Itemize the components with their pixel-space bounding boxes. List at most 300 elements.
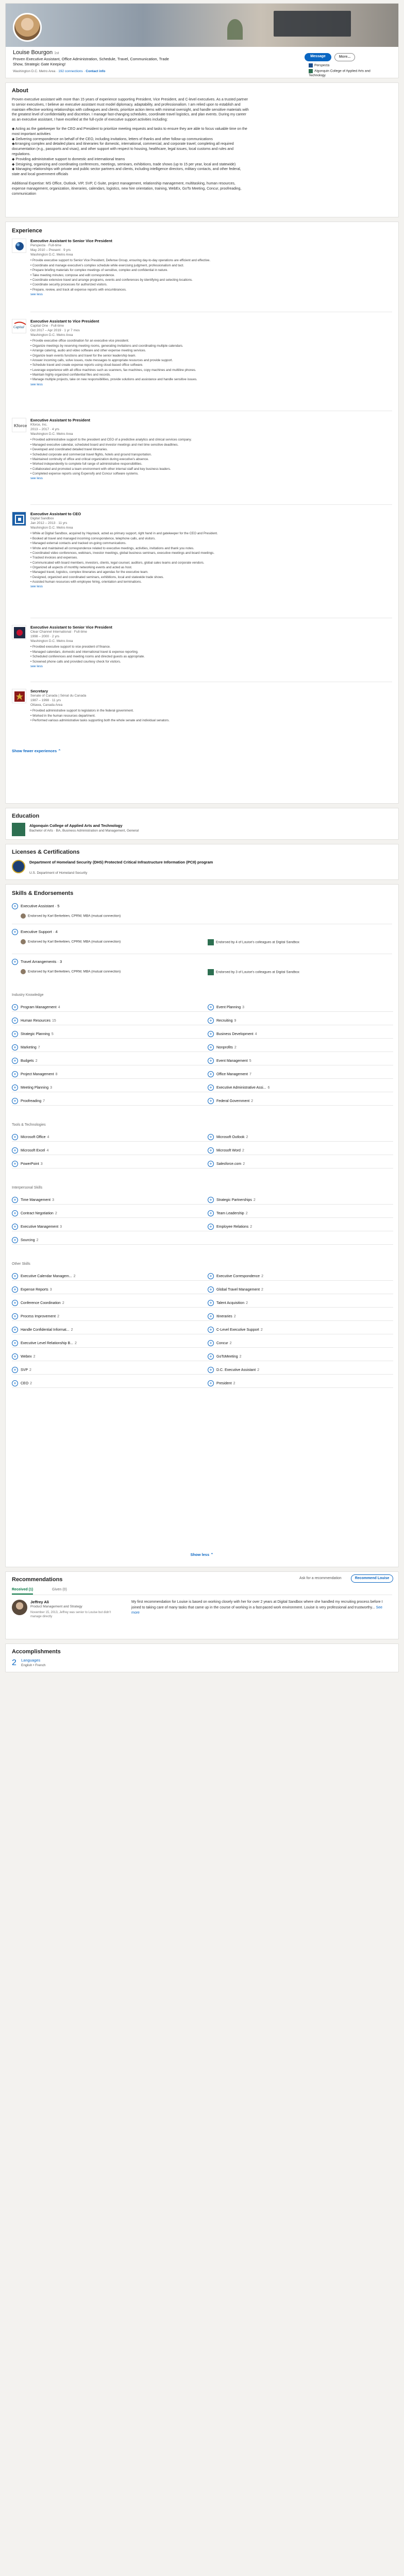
endorse-plus-icon[interactable]: + — [12, 1224, 18, 1230]
endorse-plus-icon[interactable]: + — [12, 1147, 18, 1154]
skill-name[interactable]: SVP — [21, 1368, 28, 1372]
chevron-up-icon: ⌃ — [210, 1552, 214, 1557]
skill-name[interactable]: CEO — [21, 1381, 29, 1385]
skill-name[interactable]: Marketing — [21, 1045, 37, 1049]
job-title[interactable]: Executive Assistant to CEO — [30, 512, 81, 516]
company-logo-kforce[interactable] — [12, 418, 26, 432]
endorsement-count[interactable]: 3 — [49, 1287, 52, 1292]
recommender-name[interactable]: Jeffrey Ali — [30, 1600, 49, 1604]
skill-name[interactable]: Process Improvement — [21, 1314, 56, 1318]
top-skill: + Executive Assistant · 5 Endorsed by Karl Berkebien, CPRW, MBA (mutual connection) — [12, 903, 393, 919]
top-skill: + Travel Arrangements · 3 Endorsed by Karl Berkebien, CPRW, MBA (mutual connection) Endorsed by 3 of Louise's colleagues at Digital Sandbox — [12, 959, 393, 974]
skill-name[interactable]: Salesforce.com — [216, 1162, 242, 1166]
skill-item — [208, 1004, 244, 1010]
skill-item — [208, 1071, 251, 1077]
connections-link[interactable]: 192 connections — [58, 70, 83, 73]
endorsement-count[interactable]: 3 — [50, 1086, 52, 1090]
skills-section — [5, 884, 399, 1567]
job-title[interactable]: Executive Assistant to Senior Vice President — [30, 239, 112, 243]
endorsement-count[interactable]: 2 — [243, 1162, 245, 1166]
job-description: • Provide executive support to Senior Vice President, Defense Group, ensuring day-to-day operations are efficient and effective. • Coordinate and manage executive's complex schedule while exercising judgment, professionalism and tact. • Prepare briefing materials for complex meetings of sensitive, complex and confidential in nature. • Take meeting minutes; compose and edit correspondence. • Coordinate extensive travel and arrange programs, events and conferences by identifying and selecting locations. • Coordinate security processes for authorized visitors. • Prepare, review, and track all expense reports with encumbrances. — [30, 259, 211, 292]
endorse-plus-icon[interactable]: + — [12, 959, 18, 965]
skill-item — [12, 1134, 49, 1140]
recommend-button[interactable]: Recommend Louise — [351, 1574, 393, 1583]
job-dates: May 2010 – Present · 9 yrs — [30, 248, 71, 252]
skill-name[interactable]: Handle Confidential Informat... — [21, 1328, 70, 1332]
endorsement-count[interactable]: 4 — [47, 1135, 49, 1139]
endorsement-count[interactable]: 2 — [250, 1225, 252, 1229]
endorsement-count[interactable]: 9 — [234, 1019, 237, 1023]
accomplishment-count: 2 — [12, 1658, 16, 1667]
skill-item — [208, 1058, 251, 1064]
job-title[interactable]: Executive Assistant to Senior Vice President — [30, 625, 112, 630]
skill-name[interactable]: Executive Calendar Managem... — [21, 1274, 72, 1278]
endorsed-by: Endorsed by Karl Berkebien, CPRW, MBA (mutual connection) — [28, 940, 121, 944]
endorse-plus-icon[interactable]: + — [208, 1084, 214, 1091]
skill-name[interactable]: Itineraries — [216, 1314, 232, 1318]
endorsement-count[interactable]: 2 — [30, 1381, 32, 1385]
endorse-plus-icon[interactable]: + — [208, 1147, 214, 1154]
skill-name[interactable]: Executive Administrative Assi... — [216, 1086, 266, 1090]
school-name[interactable]: Algonquin College of Applied Arts and Technology — [29, 823, 123, 828]
skill-item — [12, 1197, 54, 1203]
chevron-up-icon: ⌃ — [58, 749, 61, 753]
endorse-plus-icon[interactable]: + — [12, 1098, 18, 1104]
company-name: Capital One · Full-time — [30, 324, 64, 328]
dhs-seal-icon — [12, 860, 25, 873]
endorse-plus-icon[interactable]: + — [12, 1031, 18, 1037]
skill-name[interactable]: Executive Management — [21, 1225, 59, 1229]
skill-name[interactable]: Microsoft Word — [216, 1148, 241, 1153]
skill-name[interactable]: PowerPoint — [21, 1162, 39, 1166]
endorsement-count[interactable]: 2 — [261, 1274, 263, 1278]
skill-item — [208, 1286, 263, 1293]
job-description: • Provided administrative support to the president and CEO of a predictive analytics and clinical services company. • Managed executive calendar, scheduled board and investor meetings and met time sensitive deadlines. • Developed and coordinated detailed travel itineraries. • Scheduled corporate and commercial travel flights, hotels and ground transportation. • Maintained continuity of office and critical organization during executive's absence. • Worked independently to complete full range of administrative responsibilities. • Collaborated and promoted a team environment with other internal staff and key business leaders. • Completed expense reports using Expensify and Concur software systems. — [30, 438, 192, 476]
skill-item — [12, 1237, 39, 1243]
skill-item — [12, 1313, 59, 1319]
about-paragraph: ◆ Acting as the gatekeeper for the CEO and President to prioritize meeting requests and tasks to ensure they are able to focus valuable time on the most important activities — [12, 127, 247, 136]
endorsement-count[interactable]: 3 — [60, 1225, 62, 1229]
endorse-plus-icon[interactable]: + — [208, 1327, 214, 1333]
skill-name[interactable]: Proofreading — [21, 1099, 42, 1103]
endorse-plus-icon[interactable]: + — [12, 1084, 18, 1091]
skill-category-title: Other Skills — [12, 1262, 30, 1266]
skill-item — [208, 1134, 248, 1140]
endorse-plus-icon[interactable]: + — [12, 1004, 18, 1010]
skill-name[interactable]: Webex — [21, 1354, 32, 1359]
skill-item — [208, 1018, 236, 1024]
endorsement-count[interactable]: 3 — [242, 1005, 244, 1009]
skill-name[interactable]: Executive Correspondence — [216, 1274, 260, 1278]
endorse-plus-icon[interactable]: + — [12, 903, 18, 909]
endorse-plus-icon[interactable]: + — [12, 1044, 18, 1050]
company-logo-clear-channel[interactable] — [12, 625, 26, 639]
endorse-plus-icon[interactable]: + — [208, 1367, 214, 1373]
see-less-link[interactable]: see less — [30, 664, 43, 668]
skill-name[interactable]: D.C. Executive Assistant — [216, 1368, 256, 1372]
endorsed-by: Endorsed by Karl Berkebien, CPRW, MBA (mutual connection) — [28, 970, 121, 974]
endorse-plus-icon[interactable]: + — [12, 1286, 18, 1293]
skill-name[interactable]: Travel Arrangements — [21, 959, 57, 964]
endorse-plus-icon[interactable]: + — [12, 1210, 18, 1216]
company-name: Perspecta · Full-time — [30, 244, 61, 248]
endorse-plus-icon[interactable]: + — [208, 1273, 214, 1279]
skill-category-title: Tools & Technologies — [12, 1123, 46, 1127]
recommendation-meta: November 15, 2013, Jeffrey was senior to Louise but didn't manage directly — [30, 1611, 111, 1618]
endorsement-count[interactable]: 2 — [35, 1059, 38, 1063]
endorse-plus-icon[interactable]: + — [208, 1031, 214, 1037]
show-less-skills-button[interactable]: Show less ⌃ — [190, 1552, 214, 1557]
endorsement-count[interactable]: 2 — [239, 1354, 242, 1359]
more-button[interactable]: More... — [334, 53, 355, 61]
endorse-plus-icon[interactable]: + — [208, 1044, 214, 1050]
skill-item — [12, 1353, 36, 1360]
skill-name[interactable]: Microsoft Excel — [21, 1148, 45, 1153]
skill-item — [208, 1031, 257, 1037]
svg-text:Kforce: Kforce — [14, 423, 27, 428]
skill-name[interactable]: Strategic Planning — [21, 1032, 50, 1036]
see-more-link[interactable]: See more — [131, 1605, 383, 1615]
colleague-endorsements: Endorsed by 4 of Louise's colleagues at Digital Sandbox — [216, 940, 300, 944]
endorsement-count[interactable]: 2 — [55, 1211, 57, 1215]
endorsement-count[interactable]: 2 — [234, 1045, 237, 1049]
skill-name[interactable]: GoToMeeting — [216, 1354, 238, 1359]
experience-title: Experience — [12, 228, 42, 234]
profile-location-line: Washington D.C. Metro Area · 192 connections · Contact info — [13, 70, 106, 73]
skill-name[interactable]: Employee Relations — [216, 1225, 249, 1229]
skill-item — [208, 1367, 259, 1373]
endorse-plus-icon[interactable]: + — [12, 1237, 18, 1243]
company-logo-capital-one[interactable] — [12, 319, 26, 333]
skill-item — [12, 1098, 45, 1104]
endorsement-count[interactable]: 4 — [58, 1005, 60, 1009]
endorsement-count[interactable]: 8 — [55, 1072, 58, 1076]
skill-name[interactable]: Executive Level Relationship B... — [21, 1341, 73, 1345]
skill-item — [12, 1286, 52, 1293]
skill-name[interactable]: Time Management — [21, 1198, 51, 1202]
job-title[interactable]: Executive Assistant to President — [30, 418, 91, 422]
endorsement-count[interactable]: 2 — [57, 1314, 59, 1318]
accomplishments-section — [5, 1643, 399, 1672]
endorsement-count[interactable]: 2 — [33, 1354, 36, 1359]
tab-received[interactable]: Received (1) — [12, 1587, 33, 1595]
skill-item — [208, 1300, 248, 1306]
about-paragraph: ◆ Designing, organizing and coordinating conferences, meetings, seminars, exhibitions, trade shows (up to 15 per year, local and statewide) — [12, 162, 236, 166]
endorsement-count[interactable]: 7 — [38, 1045, 40, 1049]
endorse-plus-icon[interactable]: + — [12, 1197, 18, 1203]
skill-item — [12, 1327, 73, 1333]
skill-item — [12, 1340, 77, 1346]
skill-name[interactable]: Executive Assistant — [21, 903, 54, 908]
skill-item — [12, 1031, 54, 1037]
company-name: Senate of Canada | Sénat du Canada — [30, 694, 87, 698]
divider — [30, 504, 392, 505]
endorsement-count[interactable]: 2 — [260, 1328, 263, 1332]
endorse-plus-icon[interactable]: + — [208, 1018, 214, 1024]
endorsement-count[interactable]: 2 — [73, 1274, 76, 1278]
endorse-plus-icon[interactable]: + — [12, 1018, 18, 1024]
endorsement-count[interactable]: 5 — [51, 1032, 54, 1036]
skill-name[interactable]: Global Travel Management — [216, 1287, 260, 1292]
job-dates: Jan 2012 – 2013 · 11 yrs — [30, 521, 68, 525]
skills-title: Skills & Endorsements — [12, 890, 74, 896]
skill-name[interactable]: Business Development — [216, 1032, 254, 1036]
license-issuer: U.S. Department of Homeland Security — [29, 871, 88, 875]
skill-name[interactable]: Budgets — [21, 1059, 34, 1063]
endorse-plus-icon[interactable]: + — [208, 1058, 214, 1064]
endorse-plus-icon[interactable]: + — [12, 1380, 18, 1386]
recommender-avatar[interactable] — [12, 1600, 27, 1615]
connection-degree: 1st — [54, 52, 59, 55]
skill-name[interactable]: Microsoft Office — [21, 1135, 46, 1139]
endorse-plus-icon[interactable]: + — [12, 1353, 18, 1360]
endorsement-count[interactable]: 4 — [55, 929, 58, 934]
tab-given[interactable]: Given (0) — [52, 1588, 67, 1591]
skill-item — [12, 1380, 32, 1386]
endorser-avatar[interactable] — [21, 969, 26, 974]
svg-text:Capital: Capital — [13, 325, 25, 329]
endorser-avatar[interactable] — [21, 939, 26, 944]
endorsement-count[interactable]: 2 — [245, 1211, 248, 1215]
skill-item — [12, 1161, 43, 1167]
endorse-plus-icon[interactable]: + — [208, 1224, 214, 1230]
endorse-plus-icon[interactable]: + — [208, 1004, 214, 1010]
endorse-plus-icon[interactable]: + — [208, 1353, 214, 1360]
skill-name[interactable]: C-Level Executive Support — [216, 1328, 259, 1332]
skill-name[interactable]: Human Resources — [21, 1019, 50, 1023]
licenses-title: Licenses & Certifications — [12, 849, 80, 855]
endorse-plus-icon[interactable]: + — [208, 1098, 214, 1104]
skill-name[interactable]: Sourcing — [21, 1238, 35, 1242]
endorse-plus-icon[interactable]: + — [12, 1313, 18, 1319]
endorse-plus-icon[interactable]: + — [12, 1327, 18, 1333]
skill-item — [12, 1071, 58, 1077]
skill-item — [208, 1224, 252, 1230]
endorse-plus-icon[interactable]: + — [12, 929, 18, 935]
endorsement-count[interactable]: 2 — [253, 1198, 256, 1202]
endorse-plus-icon[interactable]: + — [12, 1367, 18, 1373]
skill-item — [12, 1224, 62, 1230]
current-company[interactable]: Perspecta — [309, 63, 329, 68]
job-description: • Provide executive office coordination for an executive vice president. • Organize meetings by reserving meeting rooms, generating invitations and coordinating multiple calendars. • Arrange catering, audio and video software and other expense meeting services. • Organize team events functions and travel for the senior leadership team. • Answer incoming calls, solve issues, route messages to appropriate resources and provide support. • Schedule travel and create expense reports using cloud-based office software. • Leverage experience with all office machines such as scanners, fax machines, copy machines and multiline phones. • Maintain highly organized confidential files and records. • Manage multiple projects, take on new responsibilities, provide solutions and assistance and handle sensitive issues. — [30, 339, 197, 382]
skill-name[interactable]: Nonprofits — [216, 1045, 233, 1049]
job-title[interactable]: Executive Assistant to Vice President — [30, 319, 99, 324]
recommender-title: Product Management and Strategy — [30, 1605, 82, 1609]
skill-name[interactable]: Meeting Planning — [21, 1086, 49, 1090]
avatar[interactable] — [13, 13, 42, 42]
skill-item — [12, 1210, 57, 1216]
skill-item — [208, 1353, 242, 1360]
job-location: Washington D.C. Metro Area — [30, 333, 73, 337]
endorsement-count[interactable]: 4 — [46, 1148, 49, 1153]
endorse-plus-icon[interactable]: + — [12, 1300, 18, 1306]
endorsement-count[interactable]: 7 — [249, 1072, 251, 1076]
company-logo-senate-canada[interactable] — [12, 689, 26, 703]
skill-item — [208, 1098, 253, 1104]
skill-name[interactable]: Executive Support — [21, 929, 52, 934]
message-button[interactable]: Message — [305, 53, 331, 61]
endorsement-count[interactable]: 2 — [251, 1099, 254, 1103]
degree: Bachelor of Arts · BA, Business Administration and Management, General — [29, 829, 139, 833]
endorsement-count[interactable]: 3 — [60, 959, 62, 964]
about-paragraph: ◆ Providing administrative support to domestic and international teams — [12, 157, 125, 161]
skill-name[interactable]: Conference Coordination — [21, 1301, 61, 1305]
skill-name[interactable]: Concur — [216, 1341, 228, 1345]
skill-name[interactable]: Contract Negotiation — [21, 1211, 54, 1215]
endorsement-count[interactable]: 5 — [57, 903, 60, 908]
recommendation-text: My first recommendation for Louise is based on working closely with her for over 2 years at Digital Sandbox where she handled my recruiting process before I joined to taking care of many tasks that came up in the course of working in a fast-paced work environment. Louise is very professional and trustworthy... See more — [131, 1600, 383, 1615]
endorsement-count[interactable]: 2 — [246, 1135, 248, 1139]
skill-name[interactable]: Event Planning — [216, 1005, 241, 1009]
endorse-plus-icon[interactable]: + — [208, 1134, 214, 1140]
endorsed-by: Endorsed by Karl Berkebien, CPRW, MBA (mutual connection) — [28, 914, 121, 918]
job-dates: 1998 – 2000 · 2 yrs — [30, 634, 60, 638]
education-title: Education — [12, 813, 40, 819]
endorsement-count[interactable]: 3 — [40, 1162, 43, 1166]
job-location: Ottawa, Canada Area — [30, 703, 63, 707]
endorsement-count[interactable]: 2 — [71, 1328, 73, 1332]
job-description: • Provided executive support to vice president of finance. • Managed calendars, domestic and international travel & expense reporting. • Scheduled conferences and meeting rooms and directed guests as appropriate. • Screened phone calls and provided courtesy check for visitors. — [30, 645, 145, 664]
skill-category-title: Industry Knowledge — [12, 993, 44, 997]
see-less-link[interactable]: see less — [30, 477, 43, 481]
skill-name[interactable]: Microsoft Outlook — [216, 1135, 245, 1139]
company-name: Digital Sandbox — [30, 517, 54, 521]
contact-info-link[interactable]: Contact info — [86, 70, 106, 73]
experience-section — [5, 222, 399, 804]
location: Washington D.C. Metro Area — [13, 70, 56, 73]
endorse-plus-icon[interactable]: + — [208, 1380, 214, 1386]
endorse-plus-icon[interactable]: + — [12, 1161, 18, 1167]
accomplishments-title: Accomplishments — [12, 1649, 61, 1655]
show-fewer-experiences-button[interactable]: Show fewer experiences ⌃ — [12, 749, 61, 753]
endorse-plus-icon[interactable]: + — [208, 1313, 214, 1319]
endorse-plus-icon[interactable]: + — [12, 1134, 18, 1140]
skill-item — [208, 1313, 236, 1319]
skill-item — [208, 1147, 244, 1154]
endorsement-count[interactable]: 2 — [242, 1148, 244, 1153]
see-less-link[interactable]: see less — [30, 292, 43, 296]
endorsement-count[interactable]: 2 — [257, 1368, 260, 1372]
see-less-link[interactable]: see less — [30, 585, 43, 589]
skill-name[interactable]: President — [216, 1381, 232, 1385]
skill-item — [208, 1044, 237, 1050]
skill-name[interactable]: Event Management — [216, 1059, 248, 1063]
company-logo-digital-sandbox[interactable] — [12, 512, 26, 526]
job-location: Washington D.C. Metro Area — [30, 639, 73, 643]
endorse-plus-icon[interactable]: + — [12, 1058, 18, 1064]
perspecta-logo — [309, 63, 313, 67]
endorsement-count[interactable]: 2 — [62, 1301, 64, 1305]
skill-item — [12, 1018, 56, 1024]
skill-item — [12, 1367, 31, 1373]
languages-value: English • French — [21, 1664, 46, 1667]
skill-name[interactable]: Talent Acquisition — [216, 1301, 245, 1305]
endorse-plus-icon[interactable]: + — [208, 1210, 214, 1216]
endorse-plus-icon[interactable]: + — [12, 1340, 18, 1346]
job-title[interactable]: Secretary — [30, 689, 48, 693]
skill-name[interactable]: Project Management — [21, 1072, 54, 1076]
about-text — [12, 97, 249, 196]
skill-name[interactable]: Recruiting — [216, 1019, 233, 1023]
endorsement-count[interactable]: 15 — [52, 1019, 56, 1023]
cover-photo — [6, 4, 398, 47]
endorsement-count[interactable]: 2 — [74, 1341, 77, 1345]
endorsement-count[interactable]: 4 — [255, 1032, 257, 1036]
endorsement-count[interactable]: 6 — [267, 1086, 270, 1090]
top-skill: + Executive Support · 4 Endorsed by Karl Berkebien, CPRW, MBA (mutual connection) Endorsed by 4 of Louise's colleagues at Digital Sandbox — [12, 929, 393, 944]
profile-headline: Proven Executive Assistant, Office Administration, Schedule, Travel, Communication, Trade Show, Strategic Gate Keeping! — [13, 57, 169, 67]
ask-recommendation-link[interactable]: Ask for a recommendation — [299, 1577, 342, 1580]
endorsement-count[interactable]: 2 — [29, 1368, 31, 1372]
licenses-section — [5, 844, 399, 880]
endorsement-count[interactable]: 2 — [229, 1341, 232, 1345]
endorse-plus-icon[interactable]: + — [12, 1273, 18, 1279]
profile-name: Louise Bourgon 1st — [13, 49, 59, 56]
about-paragraph: ◆ Managing relationships with private and public sector partners and clients, including intelligence directors, military contacts, and other federal, state and local government officials — [12, 167, 241, 177]
about-paragraph: Proven executive assistant with more than 15 years of experience supporting President, Vice President, and C-level executives. As a trusted partner to senior executives, I believe an executive assistant must model diplomacy, adaptability, and professionalism. I am relied upon to establish and maintain effective working relationships with colleagues and clients, prioritize action items with minimal oversight, and handle sensitive materials with the greatest level of confidentiality and discretion. I manage fast-changing schedules, coordinate travel logistics, and plan events. During my career as an executive assistant, I have excelled at the full-cycle of executive support activities including: — [12, 98, 249, 122]
skill-item — [12, 1273, 76, 1279]
endorsement-count[interactable]: 7 — [43, 1099, 45, 1103]
job-location: Washington D.C. Metro Area — [30, 252, 73, 257]
skill-name[interactable]: Strategic Partnerships — [216, 1198, 252, 1202]
skill-name[interactable]: Office Management — [216, 1072, 248, 1076]
current-education[interactable]: Algonquin College of Applied Arts and Technology — [309, 69, 371, 78]
skill-name[interactable]: Federal Government — [216, 1099, 250, 1103]
skill-name[interactable]: Team Leadership — [216, 1211, 244, 1215]
recommendations-section — [5, 1571, 399, 1639]
endorsement-count[interactable]: 2 — [36, 1238, 39, 1242]
endorse-plus-icon[interactable]: + — [208, 1300, 214, 1306]
job-dates: 2013 – 2017 · 4 yrs — [30, 427, 60, 431]
languages-label[interactable]: Languages — [21, 1658, 41, 1663]
endorse-plus-icon[interactable]: + — [208, 1197, 214, 1203]
endorse-plus-icon[interactable]: + — [12, 1071, 18, 1077]
about-title: About — [12, 88, 28, 94]
digital-sandbox-logo — [208, 939, 214, 945]
endorse-plus-icon[interactable]: + — [208, 1340, 214, 1346]
see-less-link[interactable]: see less — [30, 382, 43, 386]
job-dates: 1987 – 1998 · 11 yrs — [30, 698, 61, 702]
skill-item — [208, 1340, 231, 1346]
skill-item — [12, 1300, 64, 1306]
skill-category-title: Interpersonal Skills — [12, 1186, 43, 1190]
company-name: Kforce, Inc. — [30, 423, 47, 427]
skill-item — [12, 1004, 60, 1010]
endorse-plus-icon[interactable]: + — [208, 1161, 214, 1167]
skill-item — [12, 1084, 52, 1091]
endorsement-count[interactable]: 3 — [52, 1198, 55, 1202]
algonquin-logo — [309, 69, 313, 73]
skill-item — [208, 1380, 235, 1386]
endorse-plus-icon[interactable]: + — [208, 1071, 214, 1077]
endorsement-count[interactable]: 2 — [261, 1287, 263, 1292]
endorsement-count[interactable]: 5 — [249, 1059, 251, 1063]
endorser-avatar[interactable] — [21, 913, 26, 919]
endorsement-count[interactable]: 2 — [246, 1301, 248, 1305]
skill-item — [208, 1273, 263, 1279]
company-logo-perspecta[interactable] — [12, 239, 26, 253]
endorsement-count[interactable]: 2 — [233, 1314, 236, 1318]
school-logo[interactable] — [12, 823, 25, 836]
skill-name[interactable]: Program Management — [21, 1005, 57, 1009]
endorsement-count[interactable]: 2 — [233, 1381, 235, 1385]
job-location: Washington D.C. Metro Area — [30, 526, 73, 530]
about-section — [5, 82, 399, 217]
skill-name[interactable]: Expense Reports — [21, 1287, 48, 1292]
colleague-endorsements: Endorsed by 3 of Louise's colleagues at Digital Sandbox — [216, 970, 300, 974]
about-paragraph: ◆ Delivering correspondence on behalf of the CEO, including invitations, letters of thanks and other follow-up communications — [12, 137, 213, 141]
endorse-plus-icon[interactable]: + — [208, 1286, 214, 1293]
